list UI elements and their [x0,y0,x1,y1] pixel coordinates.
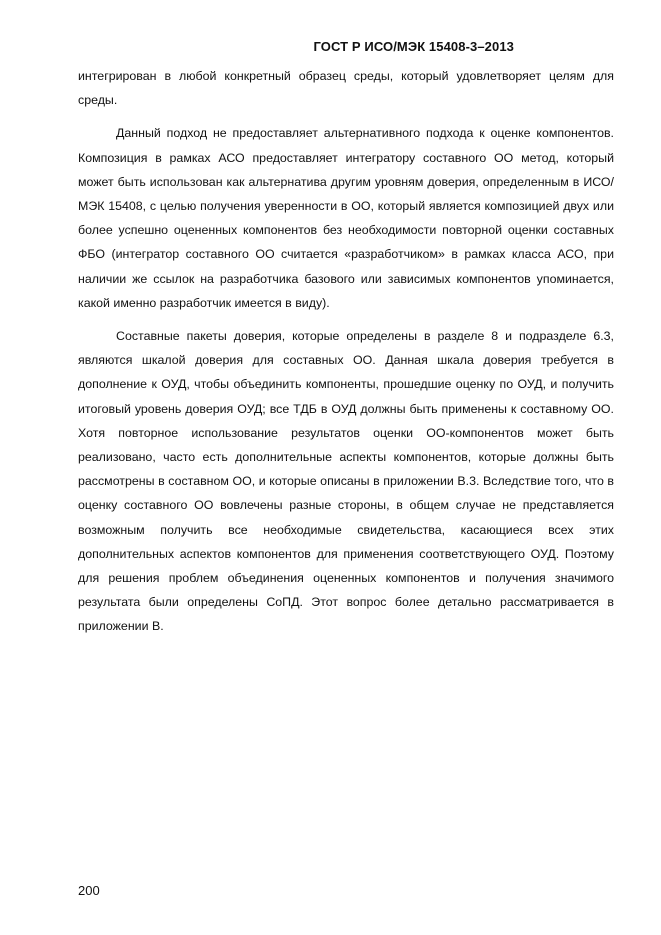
page-number: 200 [78,883,100,898]
paragraph-composite-packages: Составные пакеты доверия, которые определены в разделе 8 и подразделе 6.3, являются шкалой доверия для составных ОО. Данная шкала доверия требуется в дополнение к ОУД, чтобы объединить компоненты, прошедшие оценку по ОУД, и получить итоговый уровень доверия ОУД; все ТДБ в ОУД должны быть применены к составному ОО. Хотя повторное использование результатов оценки ОО-компонентов может быть реализовано, часто есть дополнительные аспекты компонентов, которые должны быть рассмотрены в составном ОО, и которые описаны в приложении В.3. Вследствие того, что в оценку составного ОО вовлечены разные стороны, в общем случае не представляется возможным получить все необходимые свидетельства, касающиеся всех этих дополнительных аспектов компонентов для применения соответствующего ОУД. Поэтому для решения проблем объединения оцененных компонентов и получения значимого результата были определены СоПД. Этот вопрос более детально рассматривается в приложении В. [78,329,614,634]
document-body [78,64,614,639]
paragraph-composition-approach: Данный подход не предоставляет альтернативного подхода к оценке компонентов. Композиция в рамках АСО предоставляет интегратору составного ОО метод, который может быть использован как альтернатива другим уровням доверия, определенным в ИСО/МЭК 15408, с целью получения уверенности в ОО, который является композицией двух или более успешно оцененных компонентов без необходимости повторной оценки составных ФБО (интегратор составного ОО считается «разработчиком» в рамках класса АСО, при наличии же ссылок на разработчика базового или зависимых компонентов упоминается, какой именно разработчик имеется в виду). [78,126,614,310]
document-header: ГОСТ Р ИСО/МЭК 15408-3–2013 [313,39,514,54]
paragraph-continuation: интегрирован в любой конкретный образец среды, который удовлетворяет целям для среды. [78,69,614,108]
